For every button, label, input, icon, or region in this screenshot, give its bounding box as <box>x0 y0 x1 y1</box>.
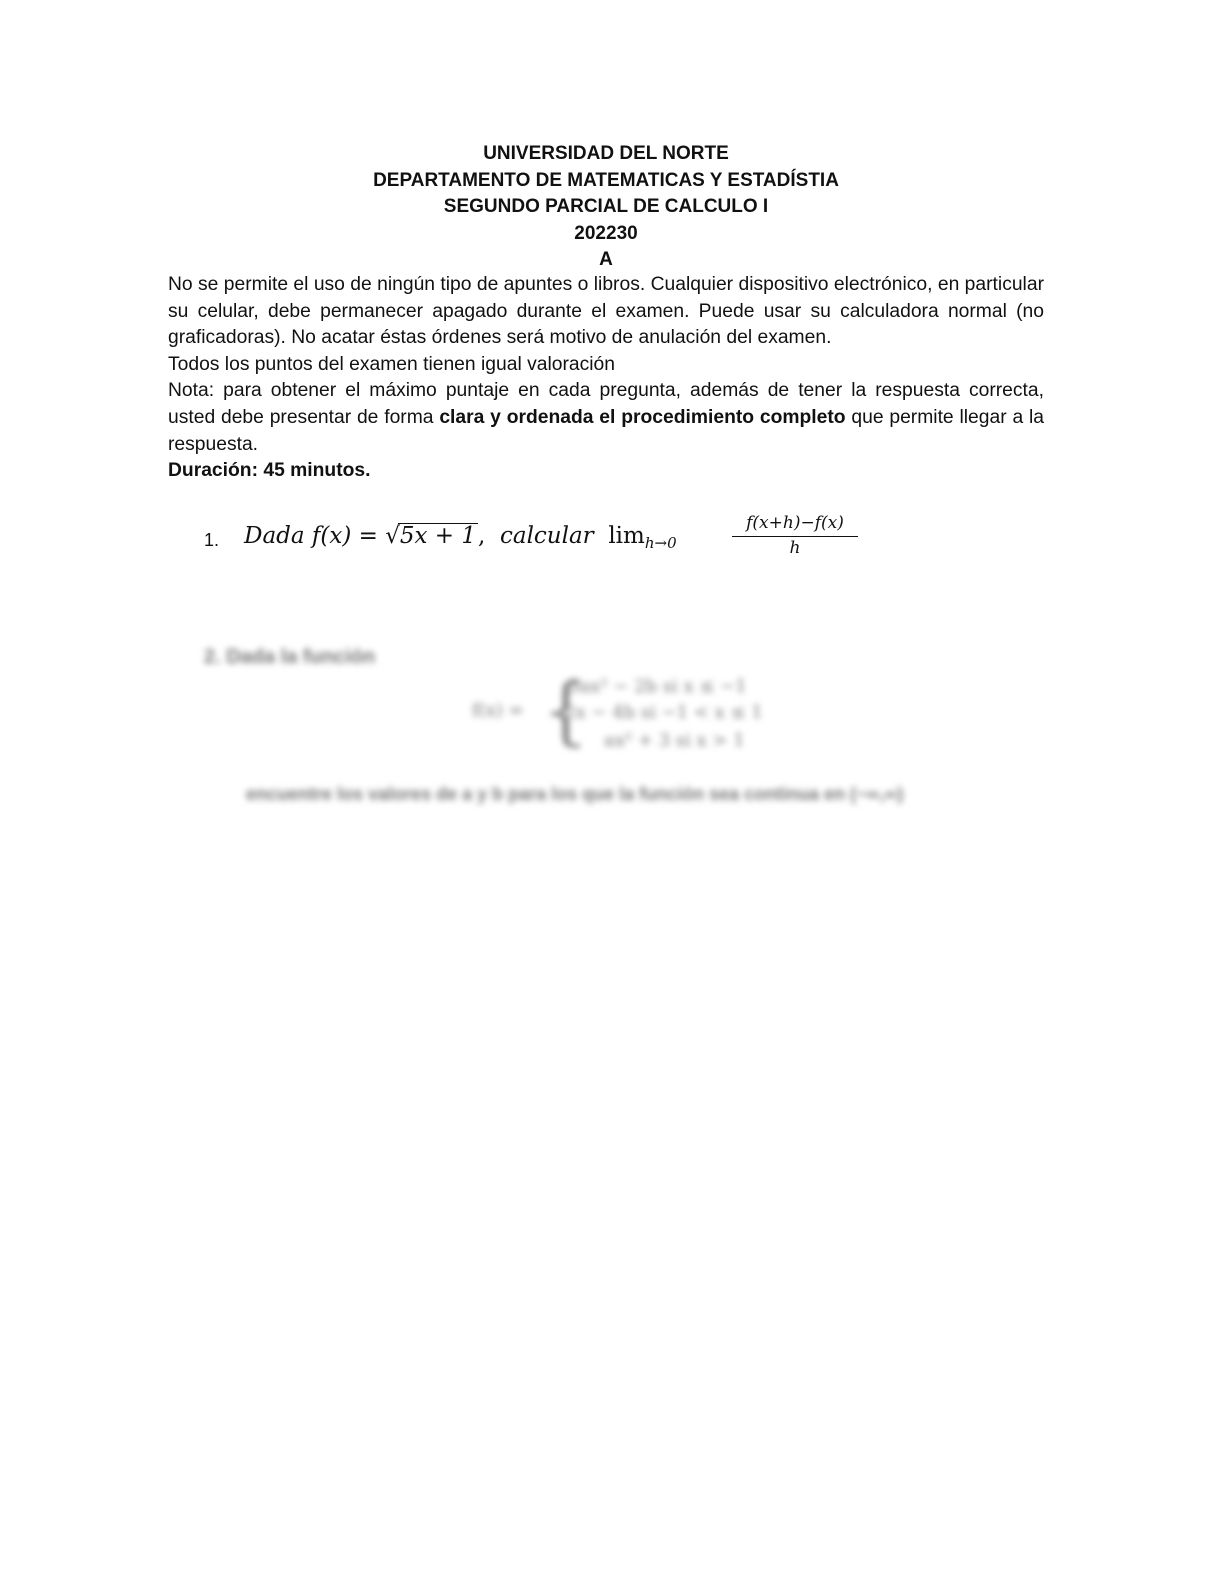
question-1-fraction <box>732 512 858 559</box>
grading-paragraph: Todos los puntos del examen tienen igual valoración <box>168 353 615 375</box>
question-1-numerator: f(x+h)−f(x) <box>732 512 858 537</box>
question-1-lim-subscript: h→0 <box>644 534 677 552</box>
university-name: UNIVERSIDAD DEL NORTE <box>483 143 729 164</box>
question-2-lhs: f(x) = <box>472 700 524 721</box>
note-paragraph <box>168 378 1044 458</box>
question-1-function-lhs: f(x) = √ <box>311 523 400 549</box>
question-1 <box>204 512 904 572</box>
question-2-footer: encuentre los valores de a y b para los que la función sea continua en (−∞,∞) <box>246 784 904 804</box>
question-1-denominator: h <box>789 538 801 558</box>
note-text-start: Nota: para obtener el máximo puntaje en cada pregunta, además de tener la respuesta correcta, usted debe presentar de forma <box>168 380 1044 428</box>
question-2-piecewise-function <box>472 668 832 762</box>
exam-version: A <box>599 249 613 270</box>
exam-title: SEGUNDO PARCIAL DE CALCULO I <box>443 196 769 217</box>
question-2-case-1: 3ax² − 2b si x ≤ −1 <box>568 676 747 697</box>
exam-header <box>168 141 1044 274</box>
exam-term: 202230 <box>574 222 638 244</box>
question-1-lim: lim <box>608 523 645 549</box>
instructions <box>168 272 1044 485</box>
question-2-brace: { <box>542 668 590 754</box>
question-1-radicand: 5x + 1 <box>399 523 477 549</box>
duration-paragraph: Duración: 45 minutos. <box>168 460 371 482</box>
question-1-number: 1. <box>204 530 220 550</box>
question-2-case-2: 2x − 4b si −1 < x ≤ 1 <box>564 702 763 723</box>
note-text-bold: clara y ordenada el procedimiento completo <box>439 406 846 428</box>
rules-paragraph: No se permite el uso de ningún tipo de apuntes o libros. Cualquier dispositivo electrónico, en particular su celular, debe permanecer apagado durante el examen. Puede usar su calculadora normal (no graficadoras). No acatar éstas órdenes será motivo de anulación del examen. <box>168 274 1044 349</box>
question-1-verb: calcular <box>499 523 594 549</box>
note-text-end: que permite llegar a la respuesta. <box>168 406 1044 455</box>
question-1-given: Dada <box>244 523 305 549</box>
question-1-expression <box>244 523 677 552</box>
department-name: DEPARTAMENTO DE MATEMATICAS Y ESTADÍSTIA <box>373 169 839 191</box>
question-2-title: 2. Dada la función <box>204 646 376 668</box>
question-2-case-3: ax² + 3 si x > 1 <box>604 730 745 751</box>
question-1-comma: , <box>478 523 486 549</box>
